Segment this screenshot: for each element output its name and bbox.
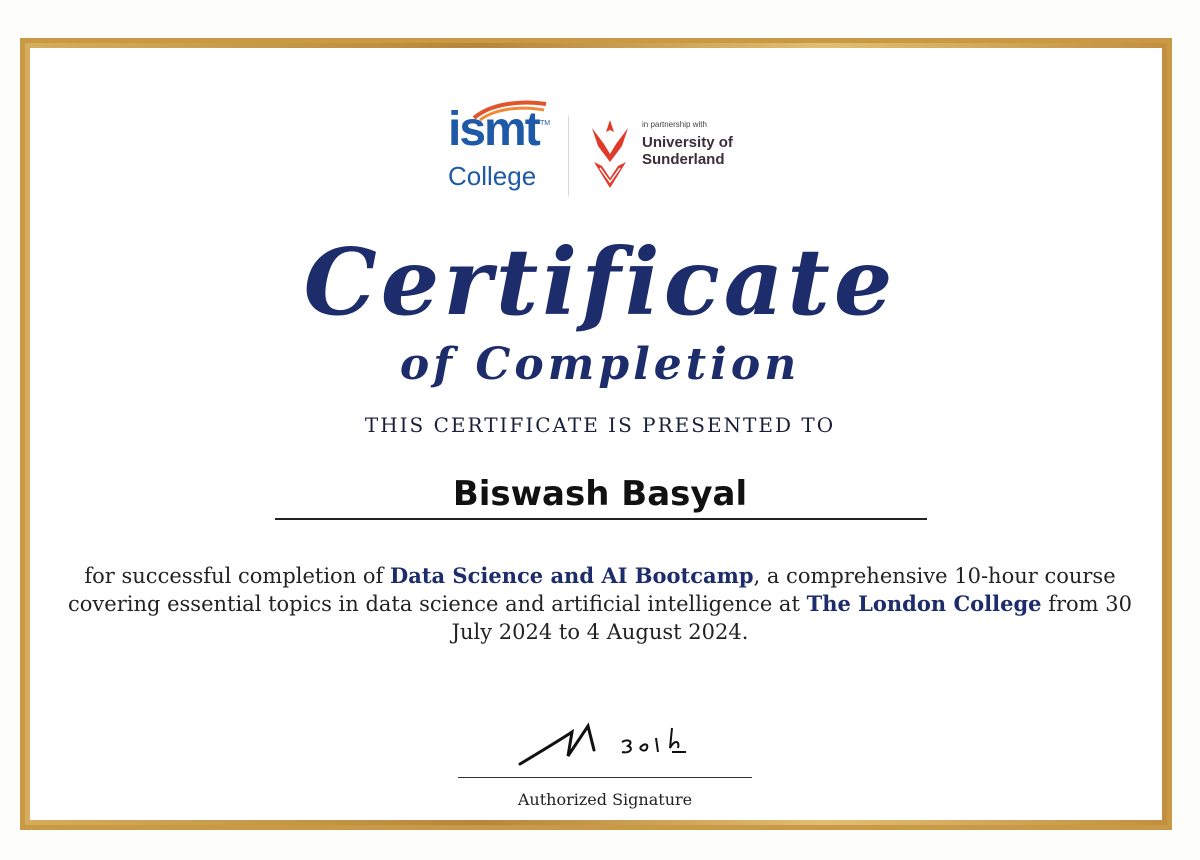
course-name: Data Science and AI Bootcamp [390, 563, 754, 588]
partnership-label: in partnership with [642, 120, 707, 129]
institution-name: The London College [806, 591, 1042, 616]
certificate-subtitle: of Completion [399, 339, 801, 390]
signature-line [458, 777, 752, 778]
name-underline [275, 518, 927, 520]
university-name [642, 134, 733, 168]
university-line-2: Sunderland [642, 151, 725, 168]
header-logos [440, 98, 780, 198]
trademark-mark: TM [540, 120, 551, 127]
recipient-name: Biswash Basyal [452, 474, 748, 514]
certificate-body-text [60, 562, 1140, 646]
body-part-3: from 30 July 2024 to 4 August 2024. [451, 592, 1132, 644]
logo-divider [568, 116, 569, 196]
presented-to-text: THIS CERTIFICATE IS PRESENTED TO [364, 413, 836, 437]
body-part-2: , a comprehensive 10-hour course covering essential topics in data science and artificial intelligence at [68, 564, 1116, 616]
ismt-logo-text: ismt [448, 103, 539, 156]
handwritten-signature [510, 712, 710, 772]
university-line-1: University of [642, 134, 733, 151]
ismt-college-text: College [448, 161, 537, 191]
body-part-1: for successful completion of [84, 564, 390, 588]
certificate-title: Certificate [303, 228, 897, 336]
sunderland-emblem-icon [588, 118, 632, 190]
signature-label: Authorized Signature [517, 790, 693, 809]
